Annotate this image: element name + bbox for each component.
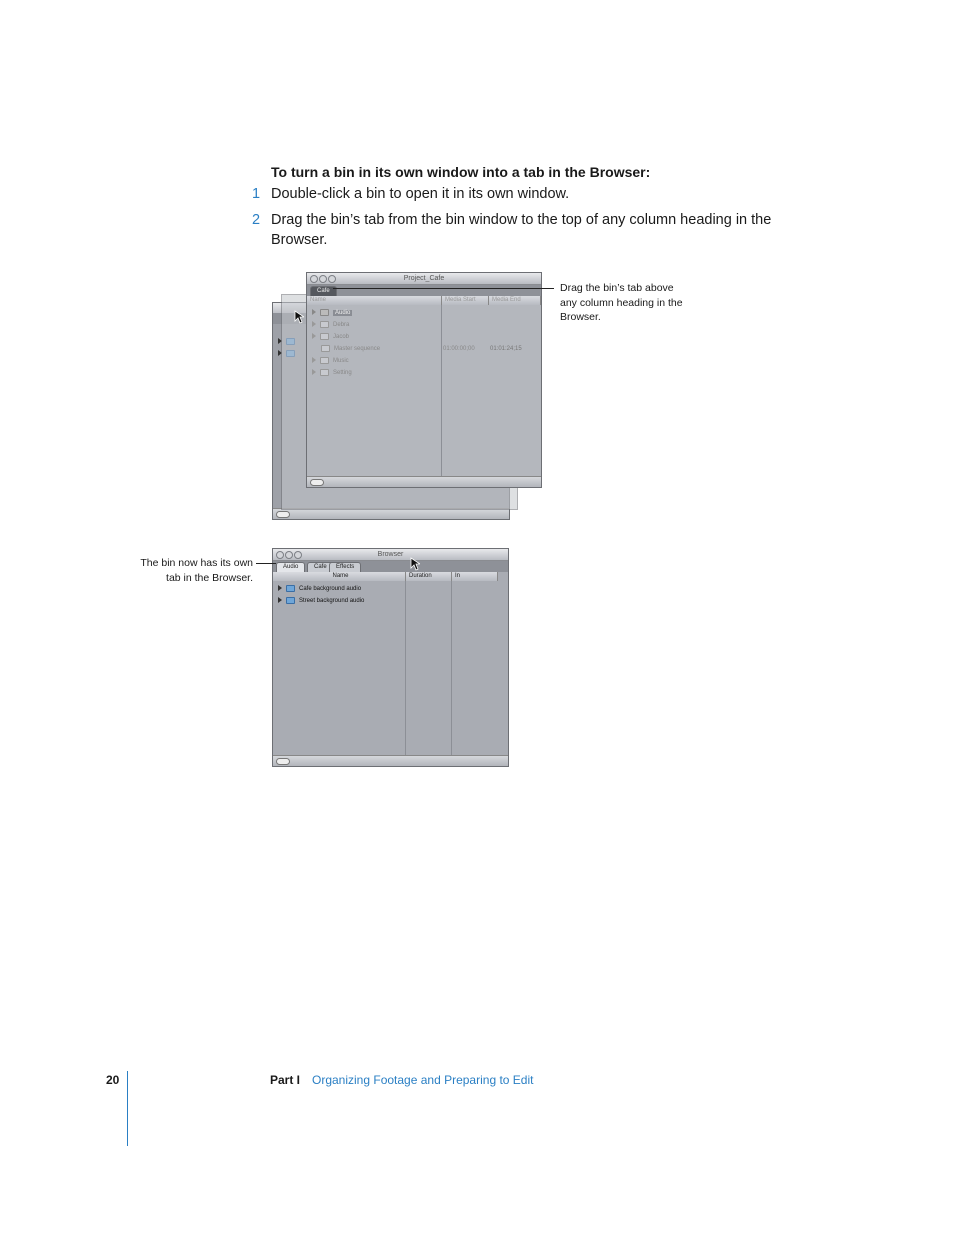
media-end-value: 01:01:24;15 xyxy=(490,346,522,352)
bin-window xyxy=(306,272,542,488)
column-divider xyxy=(441,305,442,477)
cursor-arrow-icon xyxy=(294,310,304,324)
step-2-text: Drag the bin’s tab from the bin window to the top of any column heading in the Browser. xyxy=(271,212,772,248)
callout-line xyxy=(333,288,554,289)
list-item[interactable]: Jacob xyxy=(312,332,349,342)
title-bar[interactable] xyxy=(273,549,508,561)
list-item[interactable]: Setting xyxy=(312,368,352,378)
scroll-pill[interactable] xyxy=(310,479,324,486)
tab-bar xyxy=(307,285,541,296)
browser-window xyxy=(272,548,509,767)
list-item[interactable]: Street background audio xyxy=(278,596,364,606)
list-item[interactable]: Master sequence xyxy=(321,344,380,354)
tab-effects[interactable]: Effects xyxy=(329,562,361,572)
window-title: Browser xyxy=(377,551,404,558)
title-bar[interactable] xyxy=(307,273,541,285)
tab-cafe[interactable]: Cafe xyxy=(310,286,337,296)
step-1-number: 1 xyxy=(252,186,261,202)
column-duration[interactable]: Duration xyxy=(406,572,452,581)
page-number: 20 xyxy=(106,1073,120,1087)
step-2-number: 2 xyxy=(252,212,261,228)
column-media-start[interactable]: Media Start xyxy=(442,296,489,305)
list-item[interactable]: Audio xyxy=(312,308,352,318)
footer-divider xyxy=(127,1071,128,1146)
column-in[interactable]: In xyxy=(452,572,498,581)
tab-cafe[interactable]: Cafe xyxy=(307,562,334,572)
media-start-value: 01:00:00;00 xyxy=(443,346,475,352)
scroll-pill[interactable] xyxy=(276,758,290,765)
list-item[interactable]: Music xyxy=(312,356,349,366)
window-title: Project_Cafe xyxy=(403,275,445,282)
callout-own-tab: The bin now has its own tab in the Browser. xyxy=(140,557,253,584)
column-divider xyxy=(405,581,406,756)
callout-line xyxy=(256,563,276,564)
procedure-heading: To turn a bin in its own window into a tab in the Browser: xyxy=(271,164,651,180)
chapter-link[interactable]: Organizing Footage and Preparing to Edit xyxy=(312,1073,534,1087)
bottom-bar xyxy=(273,755,508,766)
callout-drag-tab: Drag the bin’s tab above any column heading in the Browser. xyxy=(560,282,683,323)
part-label: Part I xyxy=(270,1073,301,1087)
tab-bar xyxy=(273,561,508,572)
column-divider xyxy=(451,581,452,756)
bottom-bar xyxy=(307,476,541,487)
list-item[interactable]: Cafe background audio xyxy=(278,584,361,594)
tab-audio[interactable]: Audio xyxy=(276,562,305,572)
list-item[interactable]: Debra xyxy=(312,320,349,330)
step-1-text: Double-click a bin to open it in its own window. xyxy=(271,186,570,202)
column-name[interactable]: Name xyxy=(273,572,406,581)
cursor-arrow-icon xyxy=(410,557,420,571)
column-name[interactable]: Name xyxy=(307,296,442,305)
column-media-end[interactable]: Media End xyxy=(489,296,541,305)
